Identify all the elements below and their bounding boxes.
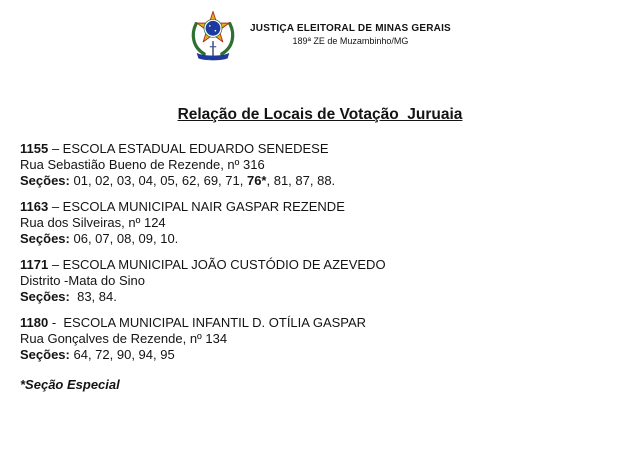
location-address: Rua Sebastião Bueno de Rezende, nº 316 — [20, 157, 265, 172]
sections-label: Seções: — [20, 231, 70, 246]
voting-locations-list — [20, 141, 640, 393]
location-sections-line — [20, 231, 640, 247]
location-number: 1180 — [20, 315, 49, 330]
location-name-line — [20, 257, 640, 273]
location-address: Distrito -Mata do Sino — [20, 273, 145, 288]
location-sections-line — [20, 173, 640, 189]
sections-list: 83, 84. — [69, 289, 117, 304]
voting-location-entry — [20, 199, 640, 247]
sections-label: Seções: — [20, 347, 70, 362]
location-address: Rua Gonçalves de Rezende, nº 134 — [20, 331, 228, 346]
voting-location-entry — [20, 315, 640, 363]
electoral-zone-label: 189ª ZE de Muzambinho/MG — [292, 36, 409, 46]
sections-list: 06, 07, 08, 09, 10. — [69, 231, 179, 246]
voting-location-entry — [20, 257, 640, 305]
location-address: Rua dos Silveiras, nº 124 — [20, 215, 166, 230]
voting-location-entry — [20, 141, 640, 189]
location-name-line — [20, 141, 640, 157]
sections-list: 64, 72, 90, 94, 95 — [69, 347, 175, 362]
location-name: – ESCOLA ESTADUAL EDUARDO SENEDESE — [48, 141, 329, 156]
location-number: 1163 — [20, 199, 49, 214]
page-title: Relação de Locais de Votação Juruaia — [177, 106, 463, 123]
location-sections-line — [20, 289, 640, 305]
location-name-line — [20, 315, 640, 331]
location-name: - ESCOLA MUNICIPAL INFANTIL D. OTÍLIA GASPAR — [48, 315, 367, 330]
special-section-note: *Seção Especial — [20, 377, 120, 392]
header-text-block — [250, 9, 451, 46]
location-name: – ESCOLA MUNICIPAL NAIR GASPAR REZENDE — [48, 199, 345, 214]
sections-label: Seções: — [20, 289, 70, 304]
brazil-coat-of-arms-icon — [189, 9, 237, 62]
document-header — [0, 0, 640, 62]
sections-label: Seções: — [20, 173, 70, 188]
location-name-line — [20, 199, 640, 215]
sections-list-tail: , 81, 87, 88. — [266, 173, 336, 188]
location-number: 1155 — [20, 141, 49, 156]
location-sections-line — [20, 347, 640, 363]
location-name: – ESCOLA MUNICIPAL JOÃO CUSTÓDIO DE AZEVEDO — [48, 257, 386, 272]
special-section-number: 76* — [246, 173, 267, 188]
location-number: 1171 — [20, 257, 49, 272]
sections-list: 01, 02, 03, 04, 05, 62, 69, 71, — [69, 173, 247, 188]
org-name: JUSTIÇA ELEITORAL DE MINAS GERAIS — [250, 23, 451, 34]
